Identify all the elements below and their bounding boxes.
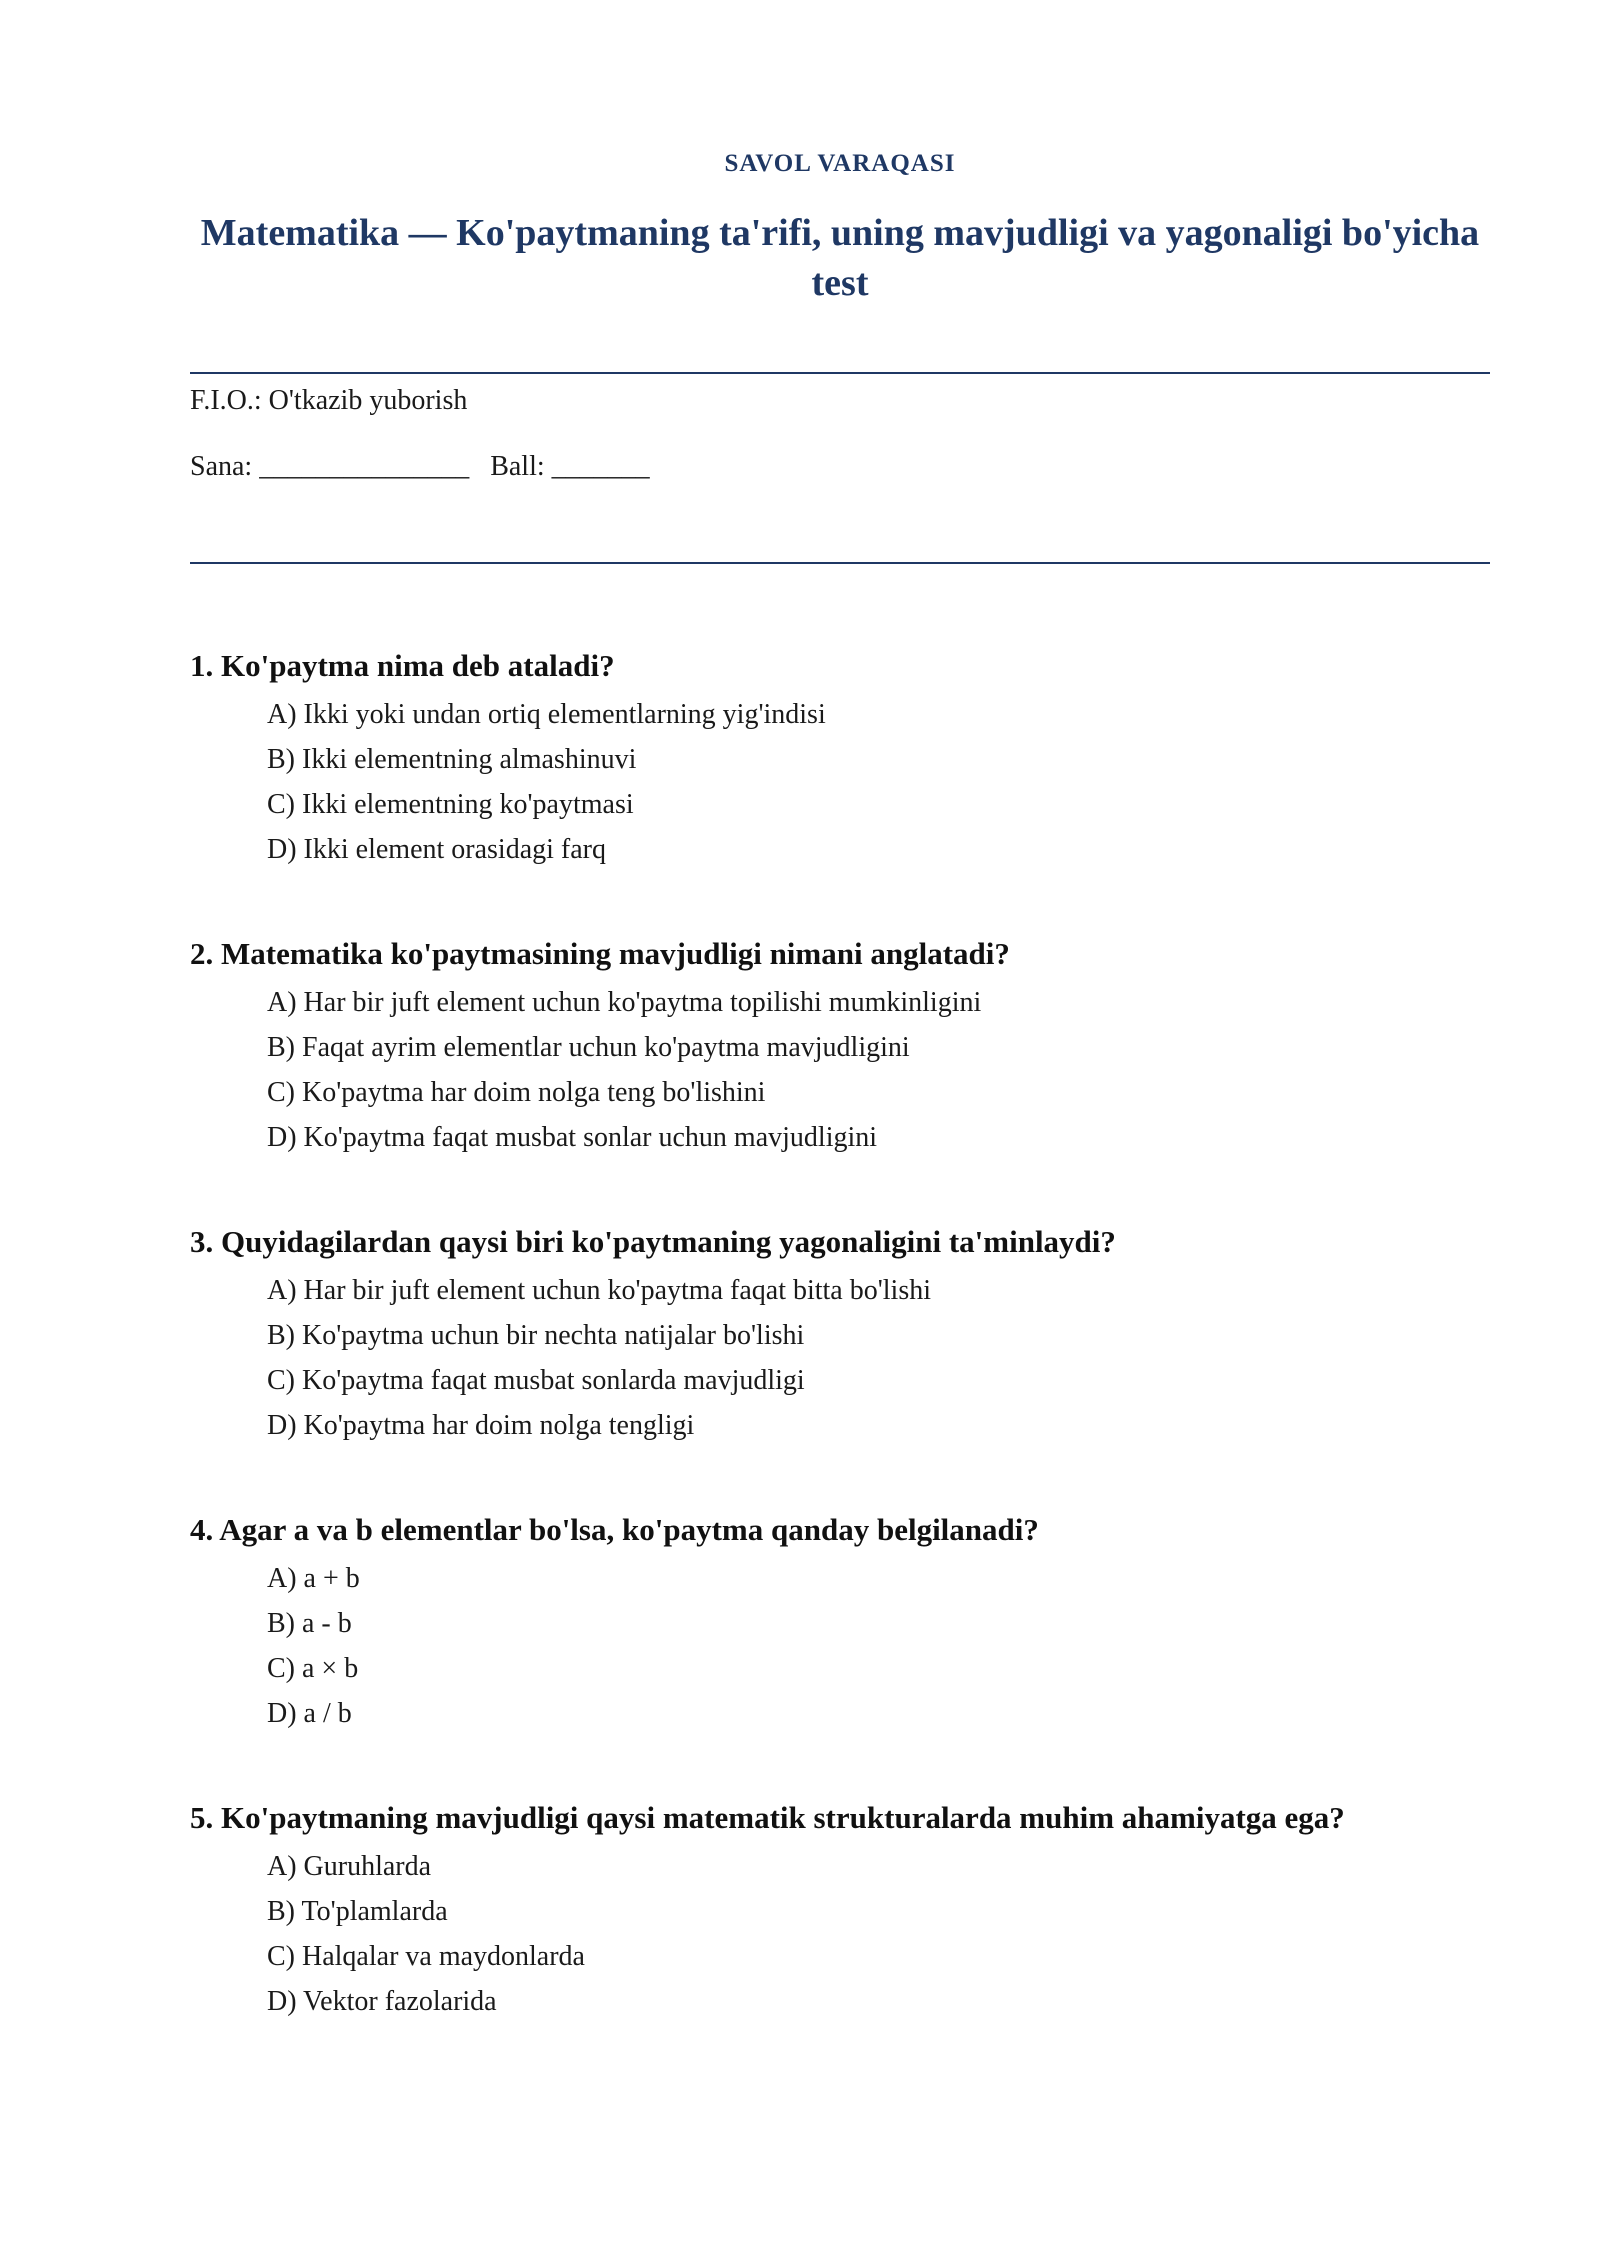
option-c: C) Ko'paytma faqat musbat sonlarda mavjudligi — [267, 1365, 805, 1396]
question-1 — [190, 640, 1490, 928]
date-score-line: Sana: _______________ Ball: _______ — [190, 451, 650, 482]
option-b: B) Ikki elementning almashinuvi — [267, 744, 637, 775]
option-b: B) To'plamlarda — [267, 1896, 448, 1927]
option-list — [190, 1844, 1490, 2024]
option-d: D) Ko'paytma har doim nolga tengligi — [267, 1410, 695, 1441]
option-list — [190, 1268, 1490, 1448]
option-a: A) a + b — [267, 1563, 360, 1594]
page-title: Matematika — Ko'paytmaning ta'rifi, uning mavjudligi va yagonaligi bo'yicha test — [200, 212, 1480, 304]
question-3 — [190, 1216, 1490, 1504]
question-text: 2. Matematika ko'paytmasining mavjudligi nimani anglatadi? — [190, 936, 1010, 971]
option-a: A) Har bir juft element uchun ko'paytma topilishi mumkinligini — [267, 987, 982, 1018]
option-d: D) Ko'paytma faqat musbat sonlar uchun mavjudligini — [267, 1122, 878, 1153]
question-2 — [190, 928, 1490, 1216]
option-b: B) Faqat ayrim elementlar uchun ko'paytma mavjudligini — [267, 1032, 910, 1063]
option-a: A) Ikki yoki undan ortiq elementlarning yig'indisi — [267, 699, 826, 730]
option-list — [190, 1556, 1490, 1736]
option-c: C) Halqalar va maydonlarda — [267, 1941, 585, 1972]
question-text: 5. Ko'paytmaning mavjudligi qaysi matematik strukturalarda muhim ahamiyatga ega? — [190, 1800, 1345, 1835]
option-list — [190, 692, 1490, 872]
question-text: 3. Quyidagilardan qaysi biri ko'paytmaning yagonaligini ta'minlaydi? — [190, 1224, 1116, 1259]
option-d: D) a / b — [267, 1698, 352, 1729]
question-4 — [190, 1504, 1490, 1792]
question-text: 1. Ko'paytma nima deb ataladi? — [190, 648, 615, 683]
option-c: C) Ko'paytma har doim nolga teng bo'lishini — [267, 1077, 766, 1108]
question-text: 4. Agar a va b elementlar bo'lsa, ko'paytma qanday belgilanadi? — [190, 1512, 1039, 1547]
option-list — [190, 980, 1490, 1160]
option-c: C) a × b — [267, 1653, 359, 1684]
divider-top — [190, 372, 1490, 374]
option-a: A) Guruhlarda — [267, 1851, 432, 1882]
option-b: B) Ko'paytma uchun bir nechta natijalar bo'lishi — [267, 1320, 805, 1351]
option-d: D) Ikki element orasidagi farq — [267, 834, 606, 865]
question-5 — [190, 1792, 1490, 2080]
question-list — [190, 640, 1490, 2080]
option-c: C) Ikki elementning ko'paytmasi — [267, 789, 634, 820]
divider-bottom — [190, 562, 1490, 564]
option-b: B) a - b — [267, 1608, 352, 1639]
option-d: D) Vektor fazolarida — [267, 1986, 497, 2017]
sheet-label: SAVOL VARAQASI — [724, 150, 956, 177]
option-a: A) Har bir juft element uchun ko'paytma faqat bitta bo'lishi — [267, 1275, 932, 1306]
student-name-line: F.I.O.: O'tkazib yuborish — [190, 385, 468, 416]
